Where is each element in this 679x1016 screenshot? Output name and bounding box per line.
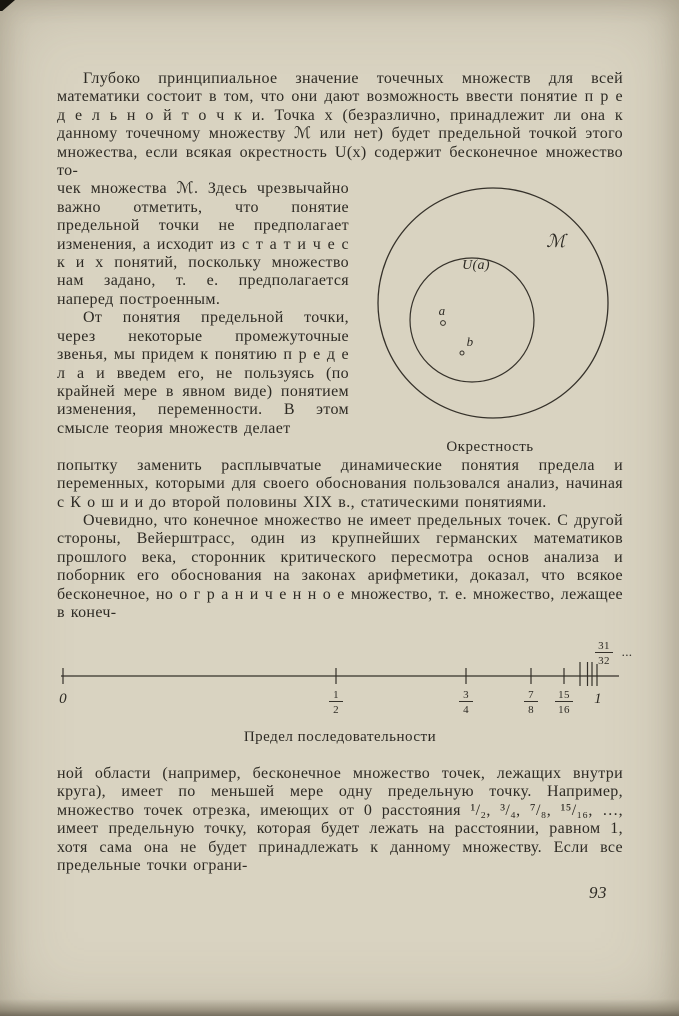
- figure-neighborhood: [349, 180, 627, 456]
- fraction-3-4: [459, 689, 473, 716]
- fraction-15-16-denominator: 16: [558, 703, 570, 716]
- neighborhood-label: U(a): [462, 258, 490, 274]
- page-content: [57, 70, 633, 903]
- fraction-15-16: [555, 689, 573, 716]
- paragraph-intro-continued: чек множества ℳ. Здесь чрезвычайно важно отметить, что понятие предельной точки не предполагает изменения, а исходит из с т а т и ч е с к и х понятий, поскольку множество нам задано, т. е. предполагается наперед построенным.: [57, 180, 349, 308]
- figure-neighborhood-caption: Окрестность: [446, 439, 534, 456]
- point-a-label: a: [438, 303, 446, 319]
- fraction-31-32-denominator: 32: [598, 654, 610, 667]
- paragraph-weierstrass: Очевидно, что конечное множество не имеет предельных точек. С другой стороны, Вейерштрасс, один из крупнейших германских математиков прошлого века, сторонник критического пересмотра основ анализа и поборник его обоснования на законах арифметики, доказал, что всякое бесконечное, но о г р а н и ч е н н о е множество, т. е. множество, лежащее в конеч-: [57, 512, 623, 622]
- fraction-7-8-numerator: 7: [528, 688, 534, 701]
- paragraph-analysis: попытку заменить расплывчатые динамические понятия предела и переменных, которыми для своего обоснования пользовался анализ, начиная с К о ш и и до второй половины XIX в., статическими понятиями.: [57, 456, 623, 511]
- figure-numberline-caption: Предел последовательности: [243, 728, 437, 745]
- fraction-15-16-numerator: 15: [558, 688, 570, 701]
- fraction-31-32: [595, 640, 632, 667]
- text-wrap-row: [57, 180, 623, 456]
- point-b-label: b: [466, 334, 474, 350]
- page-number: 93: [589, 883, 607, 903]
- neighborhood-diagram: [353, 183, 627, 429]
- fraction-7-8-denominator: 8: [528, 703, 534, 716]
- fraction-3-4-denominator: 4: [463, 703, 469, 716]
- paragraph-limit-concept: От понятия предельной точки, через некоторые промежуточные звенья, мы придем к понятию п р е д е л а и введем его, не пользуясь (по крайней мере в явном виде) понятием изменения, переменности. В этом смысле теория множеств делает: [57, 309, 349, 437]
- neighborhood-circle: [410, 258, 534, 382]
- left-text-column: [57, 180, 349, 456]
- fraction-31-32-numerator: 31: [598, 639, 610, 652]
- paragraph-example: ной области (например, бесконечное множество точек, лежащих внутри круга), имеет по меньшей мере одну предельную точку. Например, множество точек отрезка, имеющих от 0 расстояния ¹/₂, ³/₄, ⁷/₈, ¹⁵/₁₆, …, имеет предельную точку, которая будет лежать на расстоянии, равном 1, хотя сама она не будет принадлежать к данному множеству. Если все предельные точки ограни-: [57, 764, 623, 874]
- point-a-marker: [441, 321, 446, 326]
- ellipsis-label: ...: [621, 643, 633, 659]
- point-b-marker: [460, 351, 464, 355]
- paragraph-intro: Глубоко принципиальное значение точечных множеств для всей математики состоит в том, что они дают возможность ввести понятие п р е д е л ь н о й т о ч к и. Точка x (безразлично, принадлежит ли она к данному точечному множеству ℳ или нет) будет предельной точкой этого множества, если всякая окрестность U(x) содержит бесконечное множество то-: [57, 70, 623, 180]
- figure-numberline: [57, 636, 633, 746]
- set-label: ℳ: [546, 231, 566, 252]
- page-bottom-edge-shadow: [0, 999, 679, 1016]
- numberline-diagram: [57, 636, 657, 716]
- scan-corner-mark: [0, 0, 15, 11]
- fraction-1-2-numerator: 1: [333, 688, 339, 701]
- fraction-1-2: [329, 689, 343, 716]
- fraction-1-2-denominator: 2: [333, 703, 339, 716]
- one-label: 1: [594, 690, 602, 707]
- zero-label: 0: [59, 690, 67, 707]
- fraction-7-8: [524, 689, 538, 716]
- fraction-3-4-numerator: 3: [463, 688, 469, 701]
